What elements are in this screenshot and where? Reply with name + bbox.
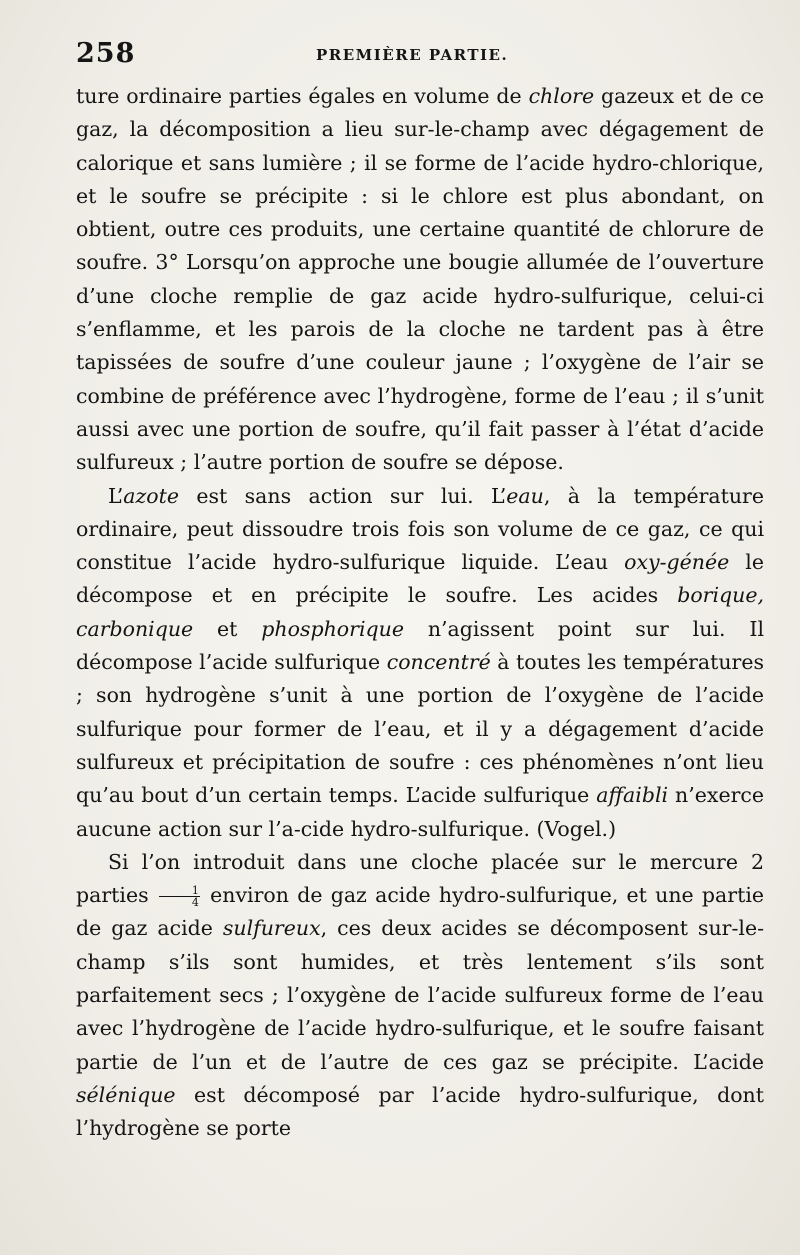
body-text xyxy=(76,80,764,1146)
text-run: est sans action sur lui. L’ xyxy=(178,483,507,508)
italic-term: eau xyxy=(506,483,544,508)
text-run: à toutes les températures ; son hydrogène s’unit à une portion de l’oxygène de l’acide sulfurique pour former de l’eau, et il y a dégagement d’acide sulfureux et précipitation de soufre : ces phénomènes n’ont lieu qu’au bout d’un certain temps. L’acide sulfurique xyxy=(76,650,764,808)
text-run: n’agissent point sur lui. Il décompose l’acide sulfurique xyxy=(76,616,764,675)
italic-term: chlore xyxy=(528,84,595,108)
text-run: L’ xyxy=(108,483,124,508)
italic-term: azote xyxy=(123,483,179,508)
running-head: PREMIÈRE PARTIE. xyxy=(316,46,509,64)
text-run: environ de gaz acide hydro-sulfurique, et une partie de gaz acide xyxy=(76,883,765,941)
fraction-denominator: 4 xyxy=(191,896,199,910)
text-run: est décomposé par l’acide hydro-sulfurique, dont l’hydrogène se porte xyxy=(76,1082,764,1141)
italic-term: phosphorique xyxy=(261,616,404,641)
text-run: et xyxy=(193,616,262,641)
paragraph-2 xyxy=(76,480,764,846)
italic-term: sélénique xyxy=(76,1082,176,1107)
fraction xyxy=(159,885,200,908)
text-run: , ces deux acides se décomposent sur-le-champ s’ils sont humides, et très lentement s’ils sont parfaitement secs ; l’oxygène de l’acide sulfureux forme de l’eau avec l’hydrogène de l’acide hydro-sulfurique, et le soufre faisant partie de l’un et de l’autre de ces gaz se précipite. L’acide xyxy=(76,916,764,1074)
paragraph-3 xyxy=(76,846,764,1146)
text-run: ture ordinaire parties égales en volume de xyxy=(76,84,529,108)
fraction-numerator: 1 xyxy=(159,885,200,897)
text-run: gazeux et de ce gaz, la décomposition a lieu sur-le-champ avec dégagement de calorique et sans lumière ; il se forme de l’acide hydro-chlorique, et le soufre se précipite : si le chlore est plus abondant, on obtient, outre ces produits, une certaine quantité de chlorure de soufre. 3° Lorsqu’on approche une bougie allumée de l’ouverture d’une cloche remplie de gaz acide hydro-sulfurique, celui-ci s’enflamme, et les parois de la cloche ne tardent pas à être tapissées de soufre d’une couleur jaune ; l’oxygène de l’air se combine de préférence avec l’hydrogène, forme de l’eau ; il s’unit aussi avec une portion de soufre, qu’il fait passer à l’état d’acide sulfureux ; l’autre portion de soufre se dépose. xyxy=(76,84,764,475)
paragraph-1 xyxy=(76,80,764,480)
italic-term: sulfureux xyxy=(222,916,321,941)
italic-term: concentré xyxy=(386,650,491,675)
text-run: , à la température ordinaire, peut dissoudre trois fois son volume de ce gaz, ce qui constitue l’acide hydro-sulfurique liquide. L’eau xyxy=(76,483,764,575)
italic-term: borique, carbonique xyxy=(76,583,764,641)
text-run: n’exerce aucune action sur l’a-cide hydro-sulfurique. (Vogel.) xyxy=(76,783,764,841)
page-number: 258 xyxy=(76,38,136,69)
page-header xyxy=(76,28,764,80)
italic-term: affaibli xyxy=(596,783,669,808)
text-run: Si l’on introduit dans une cloche placée sur le mercure 2 parties xyxy=(76,849,764,908)
text-run: le décompose et en précipite le soufre. Les acides xyxy=(76,550,764,608)
italic-term: oxy-génée xyxy=(624,550,730,575)
